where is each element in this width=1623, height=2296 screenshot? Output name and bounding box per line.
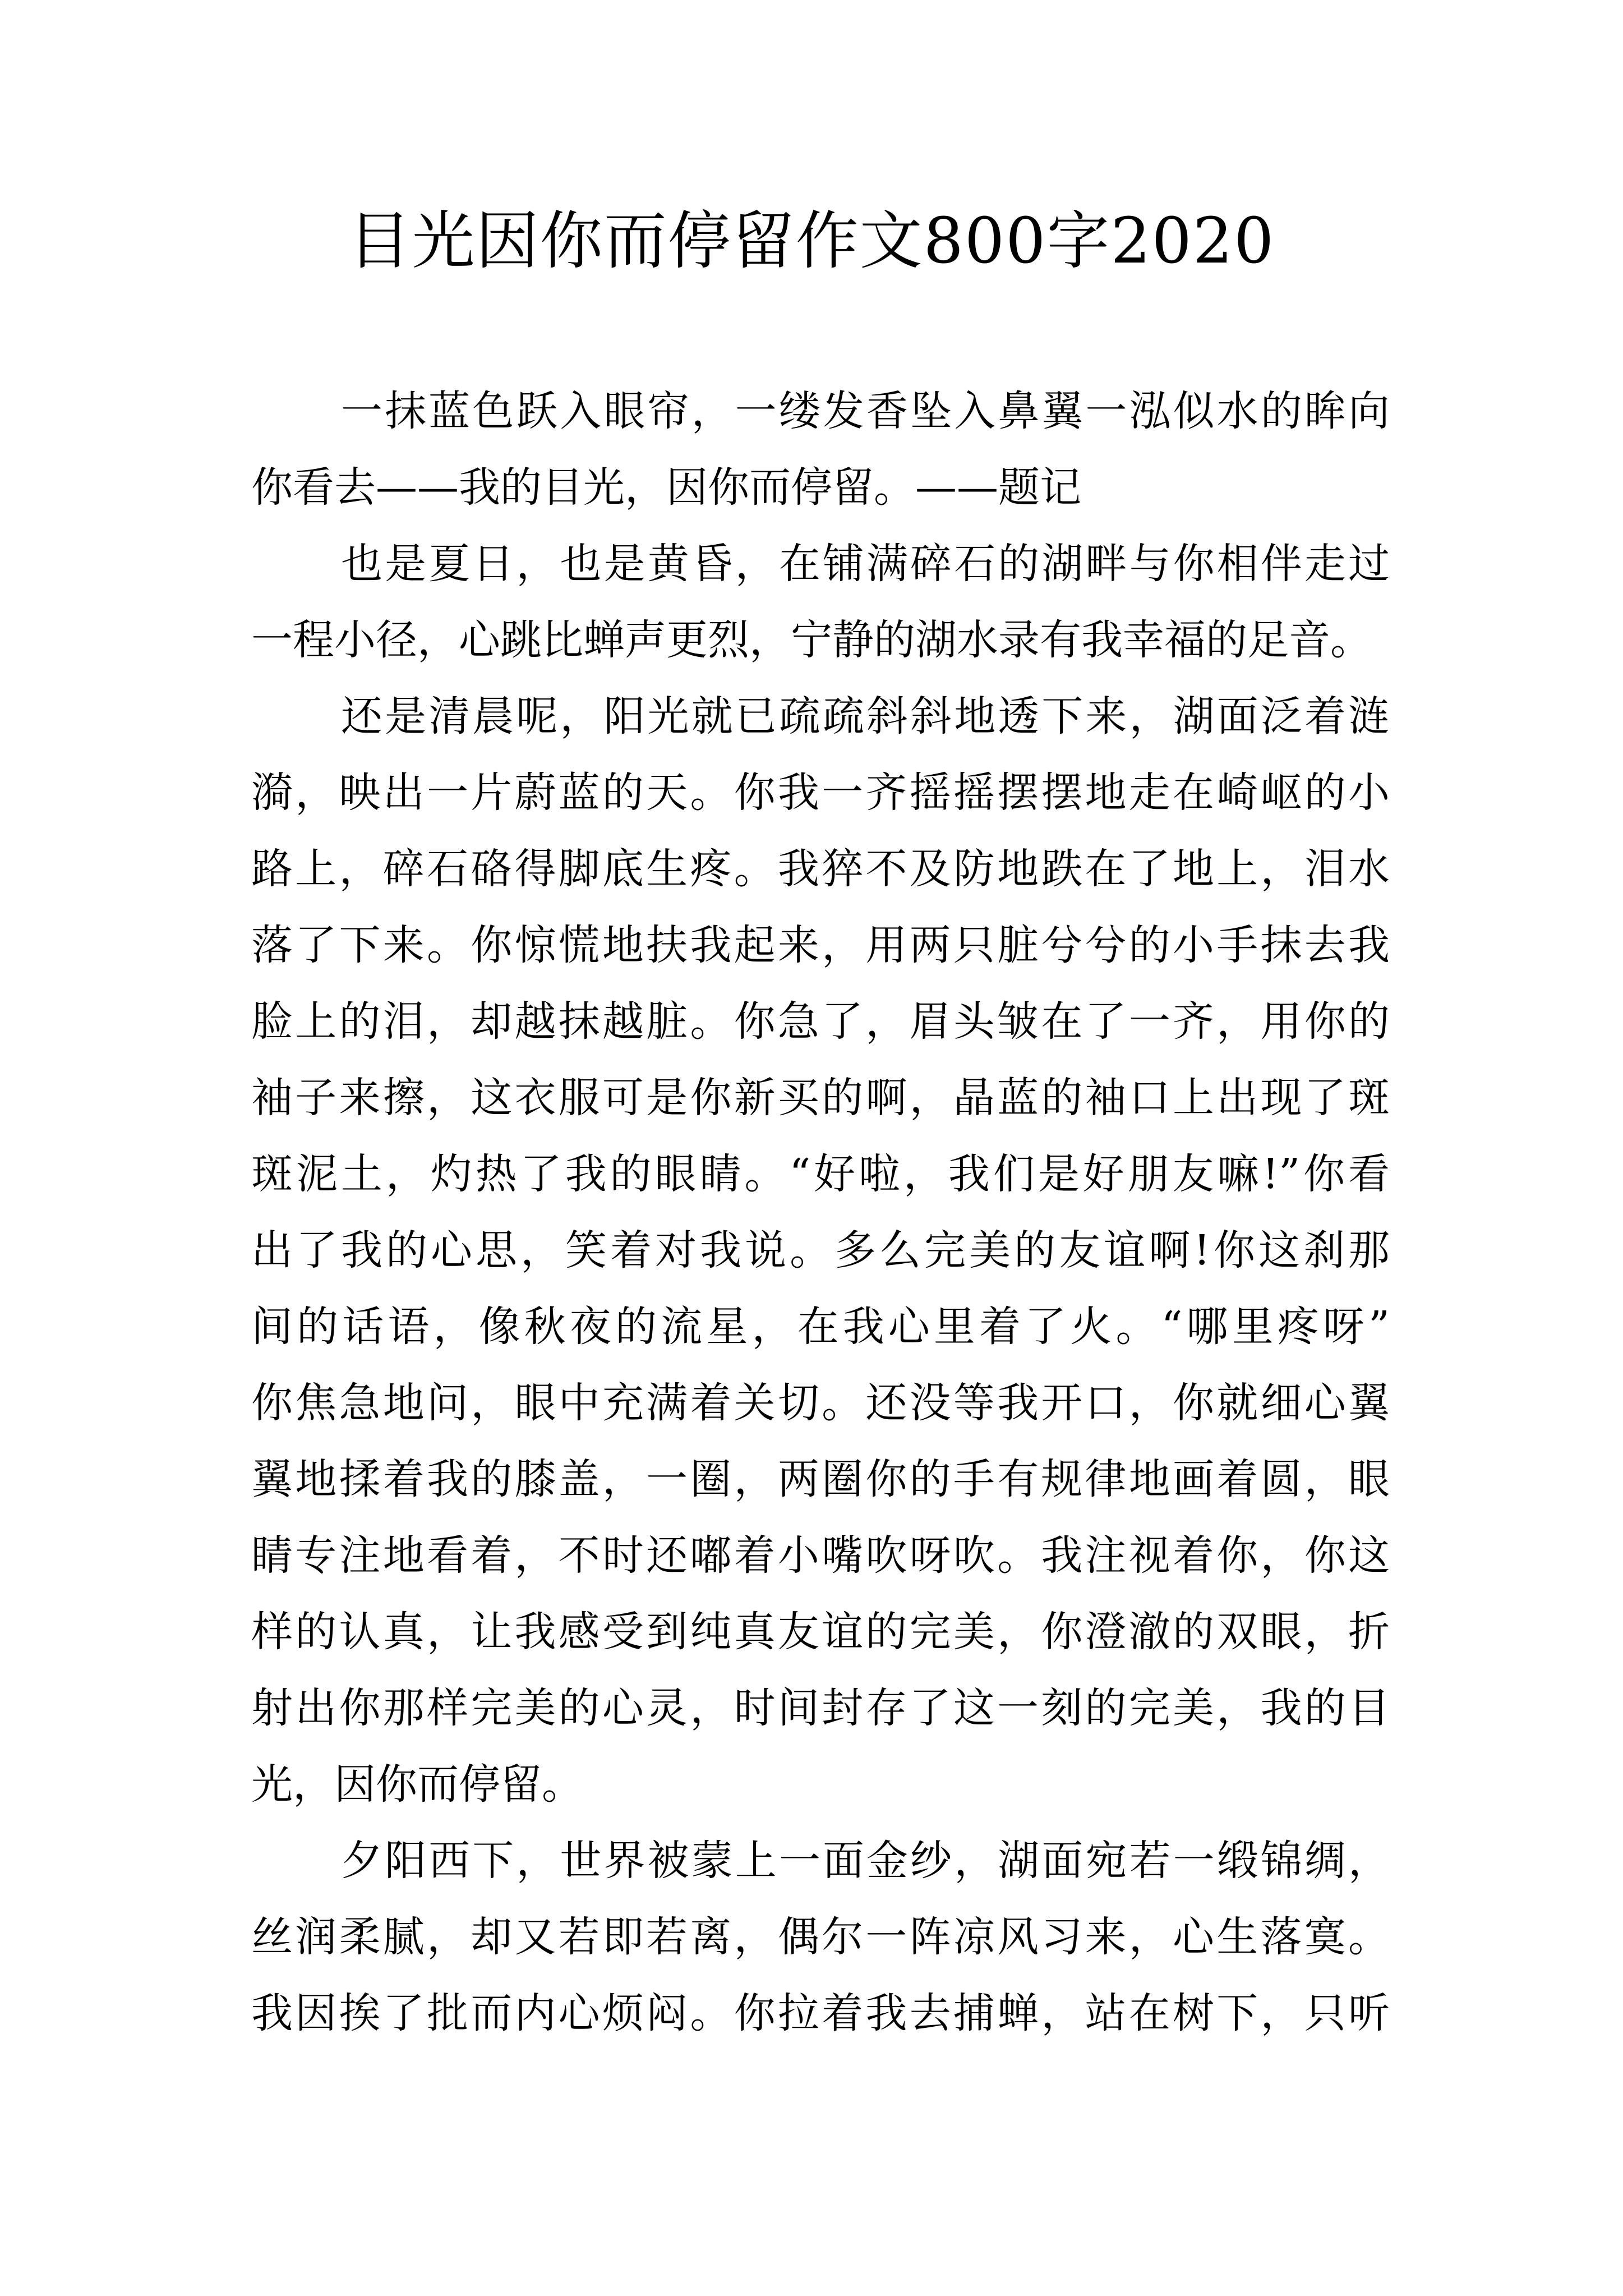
paragraph-line: 丝润柔腻，却又若即若离，偶尔一阵凉风习来，心生落寞。 [251, 1913, 1390, 1961]
paragraph-line: 漪，映出一片蔚蓝的天。你我一齐摇摇摆摆地走在崎岖的小 [251, 769, 1390, 817]
paragraph-line: 路上，碎石硌得脚底生疼。我猝不及防地跌在了地上，泪水 [251, 845, 1390, 893]
paragraph-line: 光，因你而停留。 [251, 1760, 583, 1809]
paragraph-line: 你看去——我的目光，因你而停留。——题记 [251, 463, 1081, 512]
paragraph-line: 也是夏日，也是黄昏，在铺满碎石的湖畔与你相伴走过 [341, 540, 1390, 588]
paragraph-line: 射出你那样完美的心灵，时间封存了这一刻的完美，我的目 [251, 1684, 1390, 1732]
paragraph-line: 睛专注地看着，不时还嘟着小嘴吹呀吹。我注视着你，你这 [251, 1531, 1390, 1580]
paragraph-line: 斑泥土，灼热了我的眼睛。“好啦，我们是好朋友嘛!”你看 [251, 1150, 1390, 1198]
paragraph-line: 翼地揉着我的膝盖，一圈，两圈你的手有规律地画着圆，眼 [251, 1455, 1390, 1503]
paragraph-line: 一程小径，心跳比蝉声更烈，宁静的湖水录有我幸福的足音。 [251, 616, 1372, 664]
paragraph-line: 样的认真，让我感受到纯真友谊的完美，你澄澈的双眼，折 [251, 1608, 1390, 1656]
document-title: 目光因你而停留作文800字2020 [348, 205, 1275, 278]
paragraph-line: 出了我的心思，笑着对我说。多么完美的友谊啊!你这刹那 [251, 1226, 1390, 1274]
paragraph-line: 间的话语，像秋夜的流星，在我心里着了火。“哪里疼呀” [251, 1303, 1390, 1351]
paragraph-line: 落了下来。你惊慌地扶我起来，用两只脏兮兮的小手抹去我 [251, 921, 1390, 969]
paragraph-line: 袖子来擦，这衣服可是你新买的啊，晶蓝的袖口上出现了斑 [251, 1074, 1390, 1122]
document-body [251, 373, 1390, 2051]
paragraph-line: 你焦急地问，眼中充满着关切。还没等我开口，你就细心翼 [251, 1379, 1390, 1427]
paragraph-line: 脸上的泪，却越抹越脏。你急了，眉头皱在了一齐，用你的 [251, 997, 1390, 1046]
paragraph-line: 我因挨了批而内心烦闷。你拉着我去捕蝉，站在树下，只听 [251, 1989, 1390, 2037]
paragraph-line: 一抹蓝色跃入眼帘，一缕发香坠入鼻翼一泓似水的眸向 [341, 387, 1390, 435]
paragraph-line: 夕阳西下，世界被蒙上一面金纱，湖面宛若一缎锦绸， [341, 1837, 1390, 1885]
paragraph-line: 还是清晨呢，阳光就已疏疏斜斜地透下来，湖面泛着涟 [341, 692, 1390, 740]
